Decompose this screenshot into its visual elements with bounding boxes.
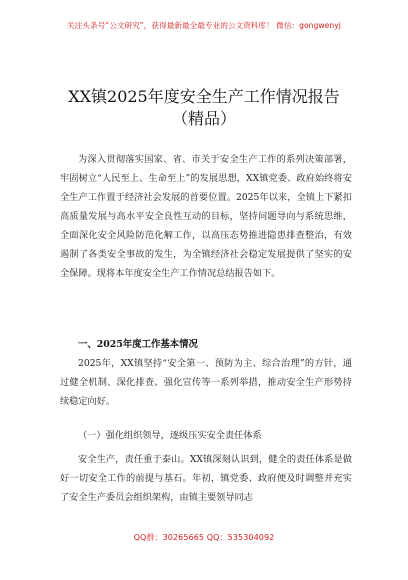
title-line-1: XX镇2025年度安全生产工作情况报告 xyxy=(68,87,340,106)
promo-banner: 关注头条号“公文研究”，获得最新最全最专业的公文资料库！ 微信：gongwenyj xyxy=(67,21,341,30)
document-title xyxy=(40,86,368,130)
section-1-paragraph: 2025年，XX镇坚持“安全第一、预防为主、综合治理”的方针，通过健全机制、深化排查、强化宣传等一系列举措，推动安全生产形势持续稳定向好。 xyxy=(60,358,352,407)
section-heading-1: 一、2025年度工作基本情况 xyxy=(78,339,198,350)
subsection-heading-1: （一）强化组织领导，逐级压实安全责任体系 xyxy=(78,430,262,441)
contact-footer: QQ群：30265665 QQ：535304092 xyxy=(133,533,275,542)
title-line-2: （精品） xyxy=(171,109,236,128)
subsection-1-paragraph: 安全生产，责任重于泰山。XX镇深刻认识到，健全的责任体系是做好一切安全工作的前提与基石。年初，镇党委、政府便及时调整并充实了安全生产委员会组织架构，由镇主要领导同志 xyxy=(60,454,352,503)
intro-paragraph: 为深入贯彻落实国家、省、市关于安全生产工作的系列决策部署，牢固树立“人民至上、生命至上”的发展思想，XX镇党委、政府始终将安全生产工作置于经济社会发展的首要位置。2025年以来，全镇上下紧扣高质量发展与高水平安全良性互动的目标，坚持问题导向与系统思维，全面深化安全风险防范化解工作，以高压态势推进隐患排查整治，有效遏制了各类安全事故的发生，为全镇经济社会稳定发展提供了坚实的安全保障。现将本年度安全生产工作情况总结报告如下。 xyxy=(60,154,352,279)
